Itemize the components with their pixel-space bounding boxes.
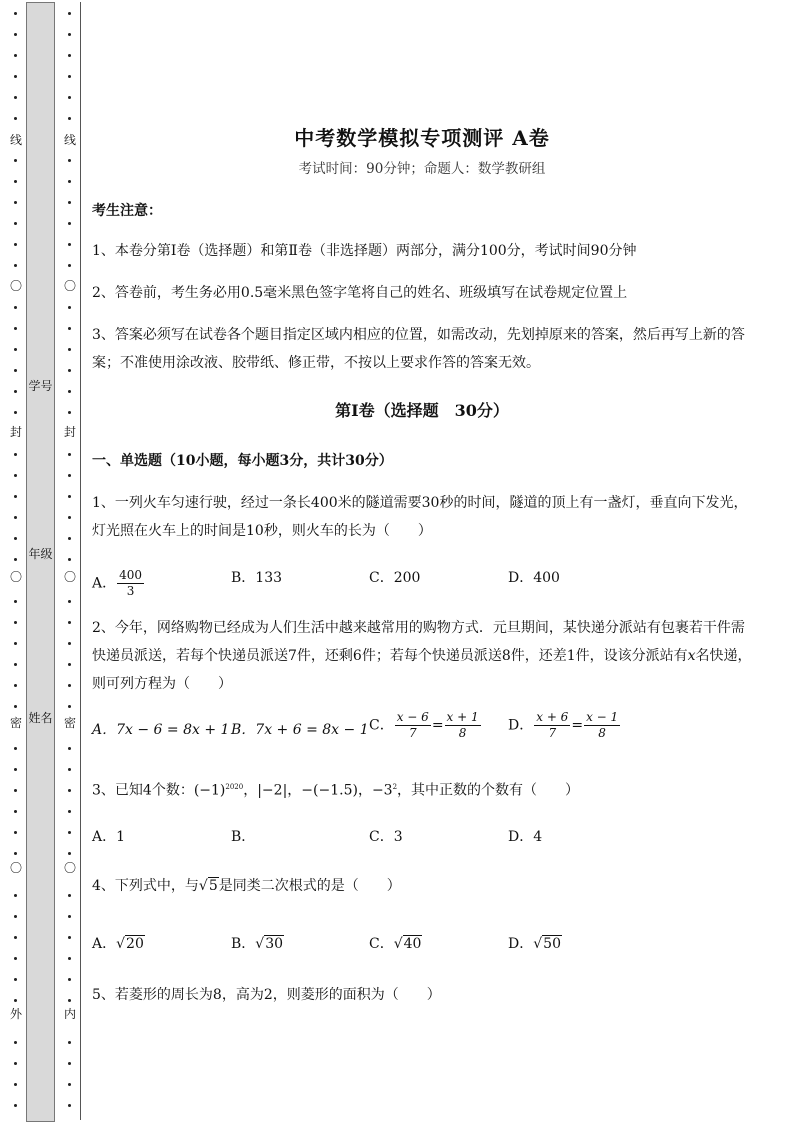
- q1-option-d[interactable]: D．400: [508, 570, 560, 586]
- seal-dot: [68, 54, 71, 57]
- seal-dot: [68, 201, 71, 204]
- seal-dot: [14, 789, 17, 792]
- seal-dot: [14, 75, 17, 78]
- seal-dot: [14, 54, 17, 57]
- seal-mark-mi: 密: [6, 716, 26, 730]
- seal-mark-circle: 〇: [60, 861, 80, 875]
- seal-dot: [14, 369, 17, 372]
- question-1-stem: 1、一列火车匀速行驶，经过一条长400米的隧道需要30秒的时间，隧道的顶上有一盏灯，垂直向下发光，灯光照在火车上的时间是10秒，则火车的长为（ ）: [92, 495, 748, 539]
- seal-mark-nei: 内: [60, 1007, 80, 1021]
- seal-dot: [68, 12, 71, 15]
- seal-dot: [68, 789, 71, 792]
- seal-dot: [68, 453, 71, 456]
- q4-option-a[interactable]: A．√20: [92, 936, 144, 952]
- seal-dot: [14, 957, 17, 960]
- seal-dot: [68, 558, 71, 561]
- question-3-stem: 3、已知4个数：$(-1)^{2020}$，|−2|，−(−1.5)，$-3^2$，其中正数的个数有（ ）: [92, 782, 580, 799]
- seal-dot: [14, 516, 17, 519]
- notice-heading: 考生注意：: [92, 203, 162, 219]
- sqrt-expression: √5: [198, 878, 218, 894]
- name-label: 姓名: [28, 711, 53, 725]
- seal-dot: [68, 180, 71, 183]
- sqrt-expression: √50: [533, 936, 561, 952]
- q3-option-c[interactable]: C．3: [369, 829, 403, 845]
- seal-dot: [68, 915, 71, 918]
- seal-dot: [68, 999, 71, 1002]
- seal-dot: [68, 684, 71, 687]
- seal-dot: [14, 1041, 17, 1044]
- seal-dot: [68, 852, 71, 855]
- notice-item: 1、本卷分第I卷（选择题）和第Ⅱ卷（非选择题）两部分，满分100分，考试时间90分钟: [92, 243, 637, 259]
- seal-dot: [14, 831, 17, 834]
- q2-option-d[interactable]: D． $\frac{x + 6}{7}$ = $\frac{x - 1}{8}$: [508, 710, 619, 740]
- question-5-stem: 5、若菱形的周长为8，高为2，则菱形的面积为（ ）: [92, 987, 441, 1003]
- seal-dot: [14, 1083, 17, 1086]
- fraction: $\frac{x - 1}{8}$: [586, 710, 619, 740]
- sqrt-expression: √20: [116, 936, 144, 952]
- seal-dot: [68, 96, 71, 99]
- seal-dot: [14, 33, 17, 36]
- q3-option-a[interactable]: A．1: [92, 829, 126, 845]
- seal-dot: [14, 852, 17, 855]
- seal-dot: [14, 117, 17, 120]
- seal-dot: [14, 474, 17, 477]
- seal-mark-xian: 线: [60, 133, 80, 147]
- seal-dot: [14, 999, 17, 1002]
- q4-option-c[interactable]: C．√40: [369, 936, 422, 952]
- seal-dot: [68, 117, 71, 120]
- seal-dot: [14, 600, 17, 603]
- notice-item: 3、答案必须写在试卷各个题目指定区域内相应的位置，如需改动，先划掉原来的答案，然后再写上新的答案；不准使用涂改液、胶带纸、修正带，不按以上要求作答的答案无效。: [92, 327, 745, 371]
- q2-option-c[interactable]: C． $\frac{x - 6}{7}$ = $\frac{x + 1}{8}$: [369, 710, 479, 740]
- seal-dot: [68, 369, 71, 372]
- seal-dot: [68, 810, 71, 813]
- seal-dot: [14, 264, 17, 267]
- q2-option-a[interactable]: A．7x − 6 = 8x + 1: [92, 722, 230, 738]
- seal-dot: [14, 453, 17, 456]
- seal-mark-xian: 线: [6, 133, 26, 147]
- seal-dot: [68, 222, 71, 225]
- student-id-label: 学号: [28, 379, 53, 393]
- inner-seal-line: [60, 0, 80, 1123]
- seal-mark-circle: 〇: [6, 279, 26, 293]
- seal-dot: [14, 243, 17, 246]
- seal-dot: [68, 600, 71, 603]
- seal-dot: [68, 33, 71, 36]
- seal-dot: [68, 75, 71, 78]
- q4-option-d[interactable]: D．√50: [508, 936, 561, 952]
- seal-dot: [14, 663, 17, 666]
- seal-dot: [68, 1083, 71, 1086]
- q3-option-d[interactable]: D．4: [508, 829, 543, 845]
- part-heading: 一、单选题（10小题，每小题3分，共计30分）: [92, 453, 393, 469]
- seal-mark-circle: 〇: [6, 570, 26, 584]
- seal-dot: [68, 348, 71, 351]
- seal-dot: [68, 705, 71, 708]
- seal-dot: [14, 936, 17, 939]
- seal-dot: [68, 390, 71, 393]
- page-title: 中考数学模拟专项测评 A卷: [294, 126, 550, 150]
- seal-dot: [14, 180, 17, 183]
- seal-dot: [68, 243, 71, 246]
- seal-dot: [14, 306, 17, 309]
- q2-option-b[interactable]: B．7x + 6 = 8x − 1: [231, 722, 369, 738]
- section-title: 第I卷（选择题 30分）: [335, 401, 509, 420]
- seal-dot: [14, 978, 17, 981]
- fraction: $\frac{x + 6}{7}$: [536, 710, 569, 740]
- seal-dot: [68, 831, 71, 834]
- seal-dot: [68, 327, 71, 330]
- question-2-stem: 2、今年，网络购物已经成为人们生活中越来越常用的购物方式．元旦期间，某快递分派站有包裹若干件需快递员派送，若每个快递员派送7件，还剩6件；若每个快递员派送8件，还差1件，设该分派站有x名快递，则可列方程为（ ）: [92, 620, 752, 692]
- q4-option-b[interactable]: B．√30: [231, 936, 284, 952]
- seal-dot: [68, 957, 71, 960]
- seal-dot: [68, 306, 71, 309]
- q1-option-b[interactable]: B．133: [231, 570, 283, 586]
- seal-dot: [14, 684, 17, 687]
- seal-dot: [14, 1062, 17, 1065]
- seal-dot: [14, 222, 17, 225]
- seal-dot: [68, 474, 71, 477]
- seal-dot: [68, 621, 71, 624]
- seal-dot: [68, 894, 71, 897]
- seal-mark-circle: 〇: [60, 570, 80, 584]
- seal-dot: [68, 495, 71, 498]
- seal-dot: [14, 159, 17, 162]
- seal-dot: [14, 705, 17, 708]
- seal-dot: [68, 978, 71, 981]
- seal-dot: [68, 264, 71, 267]
- q1-option-c[interactable]: C．200: [369, 570, 421, 586]
- seal-dot: [14, 495, 17, 498]
- seal-dot: [14, 537, 17, 540]
- seal-dot: [14, 201, 17, 204]
- fraction: $\frac{400}{3}$: [119, 568, 143, 598]
- seal-dot: [14, 558, 17, 561]
- seal-dot: [68, 663, 71, 666]
- grade-label: 年级: [28, 547, 53, 561]
- question-4-stem: 4、下列式中，与√5是同类二次根式的是（ ）: [92, 872, 752, 900]
- q1-option-a[interactable]: A． $\frac{400}{3}$: [92, 568, 143, 598]
- seal-mark-feng: 封: [6, 425, 26, 439]
- sqrt-expression: √30: [255, 936, 284, 952]
- seal-dot: [68, 1062, 71, 1065]
- seal-dot: [14, 327, 17, 330]
- seal-mark-circle: 〇: [60, 279, 80, 293]
- outer-seal-line: [6, 0, 26, 1123]
- fraction: $\frac{x - 6}{7}$: [396, 710, 429, 740]
- seal-mark-mi: 密: [60, 716, 80, 730]
- exam-info: 考试时间：90分钟；命题人：数学教研组: [298, 161, 546, 177]
- seal-dot: [68, 1104, 71, 1107]
- seal-dot: [14, 810, 17, 813]
- seal-dot: [14, 12, 17, 15]
- student-info-strip: [26, 2, 55, 1122]
- seal-dot: [68, 1041, 71, 1044]
- seal-dot: [14, 96, 17, 99]
- seal-mark-circle: 〇: [6, 861, 26, 875]
- seal-mark-feng: 封: [60, 425, 80, 439]
- seal-dot: [68, 768, 71, 771]
- seal-dot: [68, 642, 71, 645]
- seal-dot: [14, 348, 17, 351]
- seal-dot: [14, 621, 17, 624]
- notice-item: 2、答卷前，考生务必用0.5毫米黑色签字笔将自己的姓名、班级填写在试卷规定位置上: [92, 285, 628, 301]
- seal-dot: [68, 516, 71, 519]
- seal-dot: [14, 390, 17, 393]
- seal-dot: [14, 642, 17, 645]
- seal-dot: [14, 915, 17, 918]
- seal-dot: [68, 537, 71, 540]
- seal-mark-wai: 外: [6, 1007, 26, 1021]
- seal-dot: [68, 747, 71, 750]
- seal-dot: [68, 159, 71, 162]
- seal-dot: [68, 936, 71, 939]
- seal-dot: [14, 1104, 17, 1107]
- seal-dot: [14, 768, 17, 771]
- margin-rule: [80, 2, 81, 1120]
- seal-dot: [14, 747, 17, 750]
- seal-dot: [14, 894, 17, 897]
- sqrt-expression: √40: [393, 936, 422, 952]
- seal-dot: [14, 411, 17, 414]
- seal-dot: [68, 411, 71, 414]
- q3-option-b[interactable]: B．: [231, 829, 256, 845]
- fraction: $\frac{x + 1}{8}$: [446, 710, 479, 740]
